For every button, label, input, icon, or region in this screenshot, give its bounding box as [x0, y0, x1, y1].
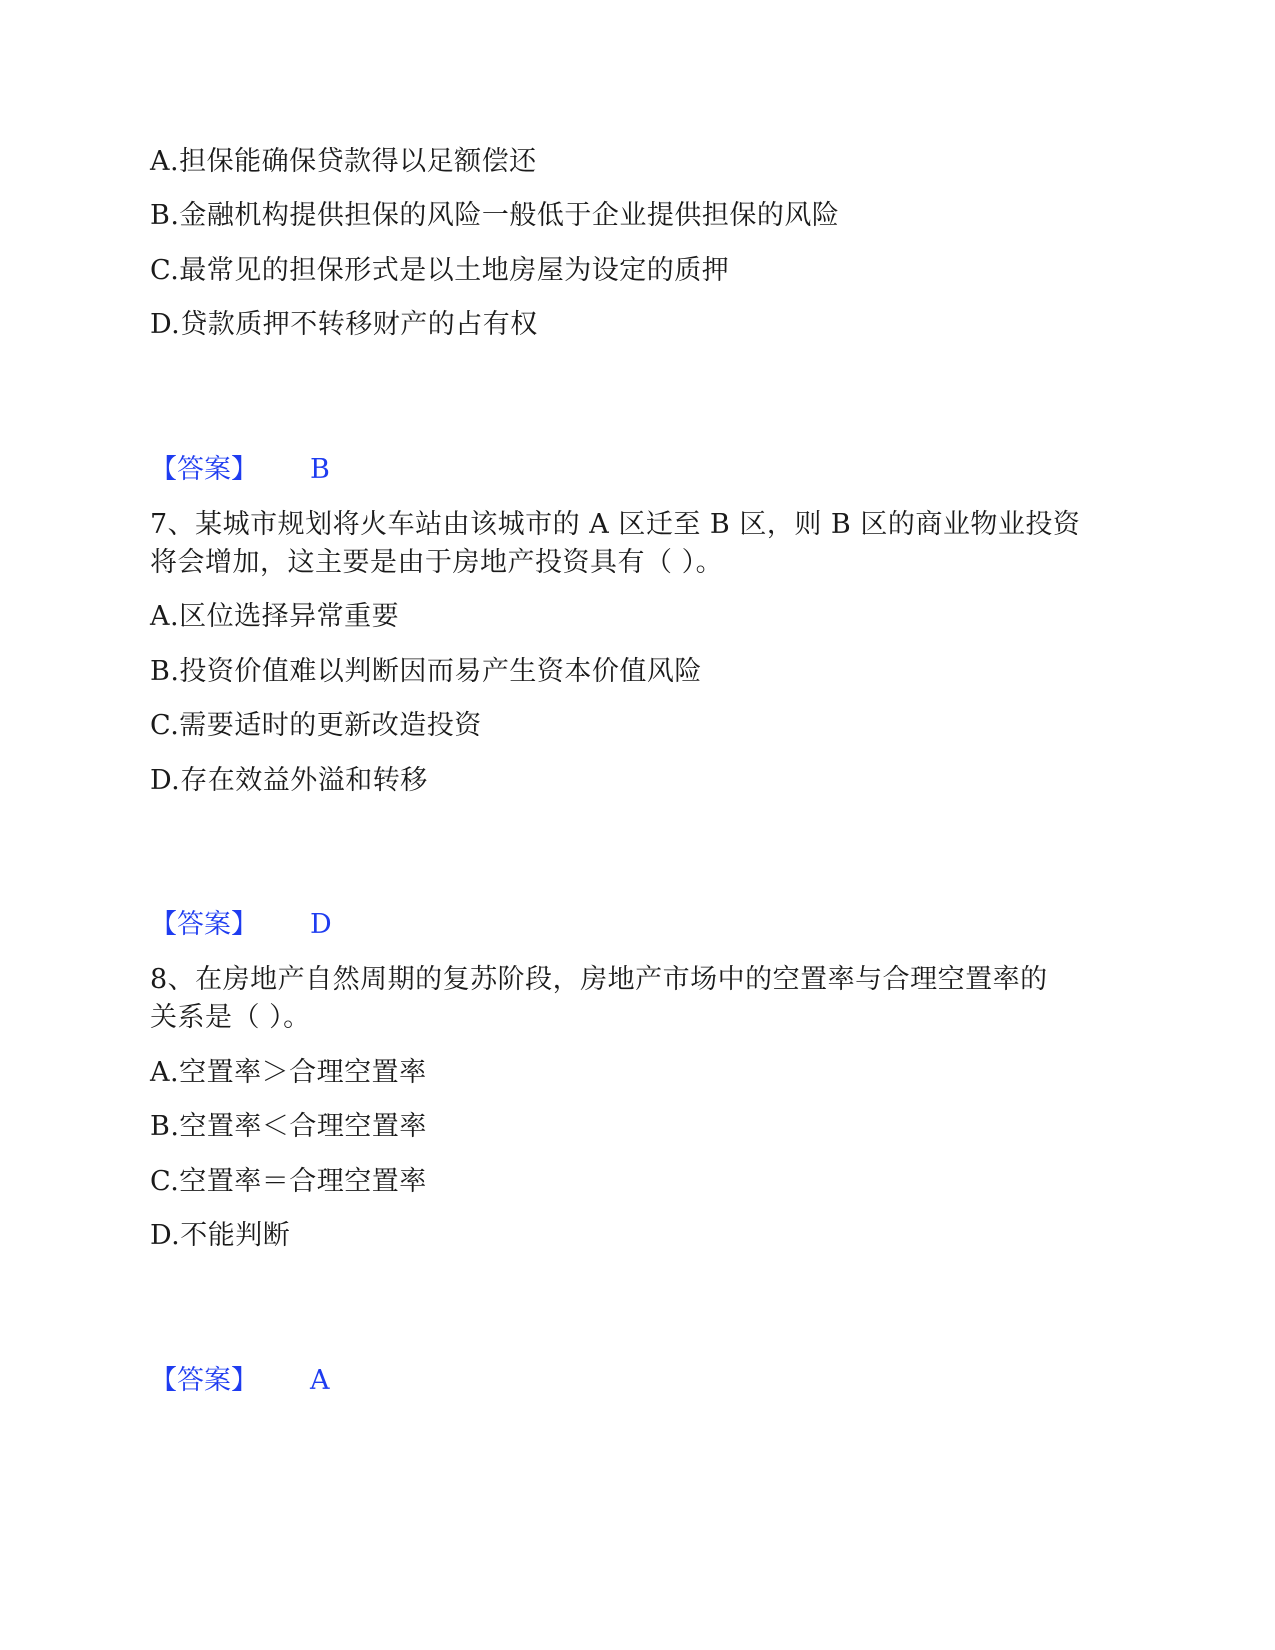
q8-stem-line-2: 关系是（ ）。	[150, 1002, 311, 1033]
answer-label: 【答案】	[150, 454, 258, 485]
q7-option-d: D.存在效益外溢和转移	[150, 765, 428, 796]
answer-value: D	[310, 909, 332, 940]
q6-option-d: D.贷款质押不转移财产的占有权	[150, 309, 538, 340]
answer-value: A	[310, 1365, 330, 1396]
q8-option-c: C.空置率＝合理空置率	[150, 1166, 427, 1197]
answer-label: 【答案】	[150, 1365, 258, 1396]
q7-stem-line-1: 7、某城市规划将火车站由该城市的 A 区迁至 B 区，则 B 区的商业物业投资	[150, 509, 1081, 540]
q8-stem-line-1: 8、在房地产自然周期的复苏阶段，房地产市场中的空置率与合理空置率的	[150, 964, 1048, 995]
q7-option-b: B.投资价值难以判断因而易产生资本价值风险	[150, 656, 702, 687]
q7-answer	[150, 905, 332, 945]
q6-answer	[150, 450, 330, 490]
q6-option-c: C.最常见的担保形式是以土地房屋为设定的质押	[150, 255, 730, 286]
q7-option-c: C.需要适时的更新改造投资	[150, 710, 482, 741]
answer-value: B	[310, 454, 330, 485]
q8-option-d: D.不能判断	[150, 1220, 291, 1251]
q8-option-a: A.空置率＞合理空置率	[150, 1057, 427, 1088]
answer-label: 【答案】	[150, 909, 258, 940]
q8-option-b: B.空置率＜合理空置率	[150, 1111, 427, 1142]
q6-option-b: B.金融机构提供担保的风险一般低于企业提供担保的风险	[150, 200, 840, 231]
q7-stem-line-2: 将会增加，这主要是由于房地产投资具有（ ）。	[150, 547, 724, 578]
q6-option-a: A.担保能确保贷款得以足额偿还	[150, 146, 537, 177]
q8-answer	[150, 1361, 330, 1401]
q7-option-a: A.区位选择异常重要	[150, 601, 400, 632]
